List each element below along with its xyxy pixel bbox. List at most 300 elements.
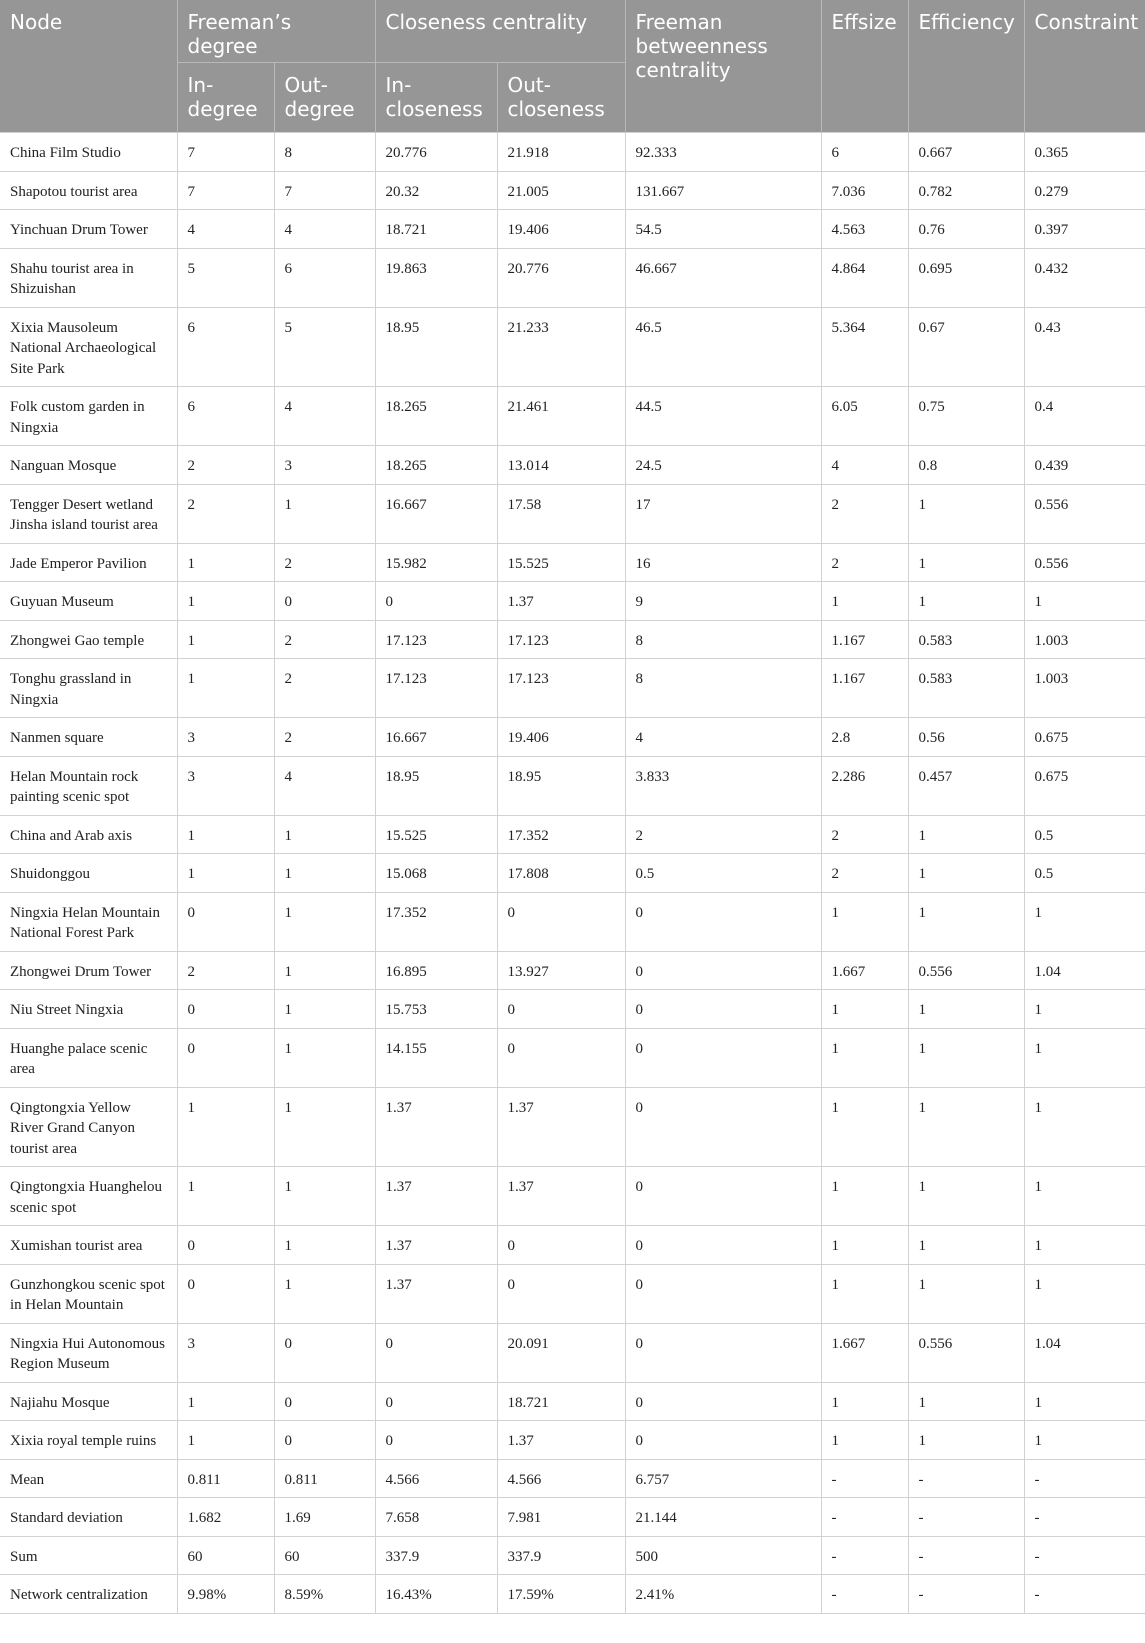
cell-effsize: 2 [821, 543, 908, 582]
cell-effsize: 7.036 [821, 171, 908, 210]
cell-effsize: 2.8 [821, 718, 908, 757]
cell-constraint: 0.675 [1024, 756, 1145, 815]
cell-constraint: 0.432 [1024, 248, 1145, 307]
cell-in-degree: 2 [177, 446, 274, 485]
cell-out-degree: 1 [274, 854, 375, 893]
cell-constraint: 1 [1024, 1382, 1145, 1421]
cell-out-degree: 2 [274, 543, 375, 582]
cell-betweenness: 0 [625, 1264, 821, 1323]
cell-in-degree: 60 [177, 1536, 274, 1575]
table-row [0, 1087, 1145, 1167]
cell-efficiency: 0.56 [908, 718, 1024, 757]
cell-out-closeness: 1.37 [497, 1167, 625, 1226]
cell-out-degree: 1.69 [274, 1498, 375, 1537]
cell-efficiency: 0.556 [908, 951, 1024, 990]
cell-constraint: 0.556 [1024, 484, 1145, 543]
table-row [0, 1421, 1145, 1460]
cell-betweenness: 0 [625, 1382, 821, 1421]
cell-in-closeness: 15.525 [375, 815, 497, 854]
cell-node: Tengger Desert wetland Jinsha island tourist area [0, 484, 177, 543]
cell-betweenness: 131.667 [625, 171, 821, 210]
table-row [0, 1264, 1145, 1323]
cell-node: Mean [0, 1459, 177, 1498]
cell-node: Xixia Mausoleum National Archaeological Site Park [0, 307, 177, 387]
cell-in-closeness: 20.776 [375, 133, 497, 172]
cell-in-degree: 0.811 [177, 1459, 274, 1498]
cell-constraint: 1 [1024, 1087, 1145, 1167]
cell-out-closeness: 0 [497, 1226, 625, 1265]
cell-out-closeness: 20.091 [497, 1323, 625, 1382]
table-row [0, 171, 1145, 210]
cell-in-closeness: 20.32 [375, 171, 497, 210]
cell-in-degree: 7 [177, 133, 274, 172]
cell-efficiency: 0.695 [908, 248, 1024, 307]
cell-efficiency: 0.457 [908, 756, 1024, 815]
cell-in-degree: 1 [177, 1167, 274, 1226]
cell-in-degree: 1 [177, 1382, 274, 1421]
cell-node: Zhongwei Drum Tower [0, 951, 177, 990]
cell-effsize: 1 [821, 582, 908, 621]
cell-in-closeness: 7.658 [375, 1498, 497, 1537]
cell-out-degree: 60 [274, 1536, 375, 1575]
cell-out-degree: 1 [274, 990, 375, 1029]
cell-out-closeness: 21.461 [497, 387, 625, 446]
cell-out-closeness: 17.59% [497, 1575, 625, 1614]
cell-out-degree: 8 [274, 133, 375, 172]
cell-betweenness: 44.5 [625, 387, 821, 446]
cell-betweenness: 46.5 [625, 307, 821, 387]
cell-out-closeness: 15.525 [497, 543, 625, 582]
cell-out-degree: 1 [274, 1226, 375, 1265]
table-row [0, 484, 1145, 543]
cell-constraint: 0.365 [1024, 133, 1145, 172]
table-row [0, 387, 1145, 446]
table-row [0, 582, 1145, 621]
cell-efficiency: 1 [908, 892, 1024, 951]
cell-effsize: 1.667 [821, 951, 908, 990]
cell-betweenness: 2.41% [625, 1575, 821, 1614]
cell-node: Guyuan Museum [0, 582, 177, 621]
cell-effsize: 1 [821, 1028, 908, 1087]
cell-in-closeness: 0 [375, 1382, 497, 1421]
cell-effsize: 1.167 [821, 659, 908, 718]
cell-in-closeness: 15.753 [375, 990, 497, 1029]
cell-constraint: 0.556 [1024, 543, 1145, 582]
cell-node: Standard deviation [0, 1498, 177, 1537]
cell-constraint: 1.003 [1024, 620, 1145, 659]
cell-in-closeness: 4.566 [375, 1459, 497, 1498]
header-efficiency: Efficiency [908, 0, 1024, 133]
cell-constraint: 0.43 [1024, 307, 1145, 387]
table-row [0, 248, 1145, 307]
cell-effsize: 1 [821, 1167, 908, 1226]
cell-node: Qingtongxia Yellow River Grand Canyon tourist area [0, 1087, 177, 1167]
cell-in-closeness: 1.37 [375, 1167, 497, 1226]
cell-constraint: 1.003 [1024, 659, 1145, 718]
cell-out-degree: 6 [274, 248, 375, 307]
cell-out-degree: 1 [274, 1028, 375, 1087]
cell-in-degree: 2 [177, 484, 274, 543]
cell-efficiency: 0.667 [908, 133, 1024, 172]
cell-betweenness: 0 [625, 990, 821, 1029]
cell-in-degree: 6 [177, 307, 274, 387]
cell-node: Shuidonggou [0, 854, 177, 893]
cell-betweenness: 9 [625, 582, 821, 621]
cell-node: China and Arab axis [0, 815, 177, 854]
cell-node: Niu Street Ningxia [0, 990, 177, 1029]
cell-betweenness: 92.333 [625, 133, 821, 172]
cell-effsize: - [821, 1498, 908, 1537]
cell-out-closeness: 19.406 [497, 210, 625, 249]
cell-in-degree: 5 [177, 248, 274, 307]
cell-betweenness: 0.5 [625, 854, 821, 893]
cell-efficiency: 1 [908, 854, 1024, 893]
header-freeman-degree: Freeman’s degree [177, 0, 375, 63]
table-row [0, 718, 1145, 757]
cell-in-closeness: 16.895 [375, 951, 497, 990]
cell-in-closeness: 0 [375, 582, 497, 621]
cell-effsize: 6 [821, 133, 908, 172]
cell-constraint: 0.279 [1024, 171, 1145, 210]
cell-out-closeness: 1.37 [497, 1087, 625, 1167]
table-row [0, 951, 1145, 990]
cell-in-degree: 1 [177, 1087, 274, 1167]
cell-constraint: 1 [1024, 1226, 1145, 1265]
cell-in-degree: 0 [177, 1264, 274, 1323]
table-row [0, 210, 1145, 249]
cell-efficiency: 1 [908, 1382, 1024, 1421]
cell-in-closeness: 18.265 [375, 387, 497, 446]
cell-node: Shapotou tourist area [0, 171, 177, 210]
cell-effsize: 2.286 [821, 756, 908, 815]
cell-in-degree: 2 [177, 951, 274, 990]
header-closeness-centrality: Closeness centrality [375, 0, 625, 63]
cell-betweenness: 0 [625, 951, 821, 990]
cell-efficiency: 1 [908, 815, 1024, 854]
table-row [0, 1459, 1145, 1498]
cell-in-closeness: 0 [375, 1323, 497, 1382]
cell-efficiency: 1 [908, 543, 1024, 582]
cell-effsize: 4 [821, 446, 908, 485]
cell-in-degree: 1.682 [177, 1498, 274, 1537]
cell-out-degree: 8.59% [274, 1575, 375, 1614]
cell-betweenness: 16 [625, 543, 821, 582]
cell-effsize: 2 [821, 484, 908, 543]
cell-efficiency: 1 [908, 582, 1024, 621]
cell-efficiency: 0.583 [908, 659, 1024, 718]
cell-in-degree: 4 [177, 210, 274, 249]
cell-out-closeness: 13.014 [497, 446, 625, 485]
cell-constraint: 0.4 [1024, 387, 1145, 446]
cell-in-degree: 3 [177, 1323, 274, 1382]
cell-efficiency: 0.67 [908, 307, 1024, 387]
cell-out-degree: 7 [274, 171, 375, 210]
cell-node: Ningxia Hui Autonomous Region Museum [0, 1323, 177, 1382]
cell-in-closeness: 17.123 [375, 620, 497, 659]
table-row [0, 1226, 1145, 1265]
cell-effsize: 1 [821, 990, 908, 1029]
cell-out-closeness: 18.721 [497, 1382, 625, 1421]
cell-out-degree: 0 [274, 582, 375, 621]
cell-in-closeness: 15.068 [375, 854, 497, 893]
cell-node: Huanghe palace scenic area [0, 1028, 177, 1087]
cell-effsize: 1 [821, 1264, 908, 1323]
cell-in-closeness: 17.352 [375, 892, 497, 951]
cell-betweenness: 46.667 [625, 248, 821, 307]
cell-out-closeness: 17.808 [497, 854, 625, 893]
cell-constraint: 1.04 [1024, 951, 1145, 990]
cell-in-degree: 1 [177, 543, 274, 582]
cell-out-degree: 4 [274, 756, 375, 815]
cell-out-closeness: 21.233 [497, 307, 625, 387]
cell-effsize: - [821, 1536, 908, 1575]
table-row [0, 133, 1145, 172]
cell-betweenness: 0 [625, 1087, 821, 1167]
cell-efficiency: 1 [908, 1264, 1024, 1323]
header-constraint: Constraint [1024, 0, 1145, 133]
cell-in-degree: 7 [177, 171, 274, 210]
cell-in-closeness: 16.43% [375, 1575, 497, 1614]
cell-out-closeness: 1.37 [497, 1421, 625, 1460]
cell-node: Qingtongxia Huanghelou scenic spot [0, 1167, 177, 1226]
cell-in-closeness: 15.982 [375, 543, 497, 582]
cell-out-closeness: 337.9 [497, 1536, 625, 1575]
cell-efficiency: 0.8 [908, 446, 1024, 485]
cell-effsize: - [821, 1459, 908, 1498]
cell-constraint: - [1024, 1575, 1145, 1614]
cell-out-closeness: 21.005 [497, 171, 625, 210]
cell-out-degree: 1 [274, 1167, 375, 1226]
cell-betweenness: 0 [625, 1421, 821, 1460]
table-row [0, 1323, 1145, 1382]
cell-in-degree: 1 [177, 854, 274, 893]
table-row [0, 892, 1145, 951]
cell-out-degree: 1 [274, 951, 375, 990]
cell-out-closeness: 17.352 [497, 815, 625, 854]
header-row-top [0, 0, 1145, 63]
table-row [0, 1028, 1145, 1087]
cell-constraint: 1 [1024, 1421, 1145, 1460]
cell-out-degree: 1 [274, 1087, 375, 1167]
cell-in-degree: 1 [177, 815, 274, 854]
table-row [0, 659, 1145, 718]
cell-betweenness: 0 [625, 1323, 821, 1382]
cell-efficiency: 1 [908, 1226, 1024, 1265]
header-freeman-betweenness: Freeman betweenness centrality [625, 0, 821, 133]
cell-in-closeness: 17.123 [375, 659, 497, 718]
cell-constraint: 1 [1024, 1167, 1145, 1226]
cell-node: Xixia royal temple ruins [0, 1421, 177, 1460]
header-in-degree: In-degree [177, 63, 274, 133]
cell-in-degree: 3 [177, 756, 274, 815]
cell-constraint: - [1024, 1536, 1145, 1575]
cell-efficiency: 0.782 [908, 171, 1024, 210]
cell-betweenness: 0 [625, 892, 821, 951]
cell-constraint: 0.675 [1024, 718, 1145, 757]
cell-node: Nanguan Mosque [0, 446, 177, 485]
cell-constraint: 0.5 [1024, 854, 1145, 893]
cell-out-closeness: 13.927 [497, 951, 625, 990]
table-row [0, 854, 1145, 893]
cell-effsize: 2 [821, 854, 908, 893]
cell-in-degree: 1 [177, 659, 274, 718]
cell-in-degree: 1 [177, 620, 274, 659]
cell-in-closeness: 0 [375, 1421, 497, 1460]
cell-efficiency: 0.583 [908, 620, 1024, 659]
cell-efficiency: - [908, 1459, 1024, 1498]
cell-effsize: 1 [821, 1382, 908, 1421]
cell-out-closeness: 21.918 [497, 133, 625, 172]
cell-in-closeness: 18.95 [375, 756, 497, 815]
table-body [0, 133, 1145, 1614]
cell-efficiency: 1 [908, 484, 1024, 543]
cell-constraint: 1 [1024, 892, 1145, 951]
table-header [0, 0, 1145, 133]
cell-node: Shahu tourist area in Shizuishan [0, 248, 177, 307]
cell-betweenness: 54.5 [625, 210, 821, 249]
cell-constraint: 1 [1024, 1028, 1145, 1087]
cell-efficiency: - [908, 1498, 1024, 1537]
cell-in-closeness: 14.155 [375, 1028, 497, 1087]
cell-out-closeness: 0 [497, 1264, 625, 1323]
cell-out-degree: 4 [274, 387, 375, 446]
cell-out-degree: 3 [274, 446, 375, 485]
cell-out-degree: 1 [274, 815, 375, 854]
cell-node: Xumishan tourist area [0, 1226, 177, 1265]
cell-in-closeness: 16.667 [375, 718, 497, 757]
cell-in-degree: 0 [177, 1226, 274, 1265]
cell-in-degree: 1 [177, 582, 274, 621]
table-row [0, 990, 1145, 1029]
cell-constraint: - [1024, 1459, 1145, 1498]
cell-in-degree: 3 [177, 718, 274, 757]
cell-out-closeness: 19.406 [497, 718, 625, 757]
cell-effsize: - [821, 1575, 908, 1614]
cell-betweenness: 6.757 [625, 1459, 821, 1498]
table-row [0, 620, 1145, 659]
cell-constraint: 1 [1024, 1264, 1145, 1323]
cell-effsize: 1.167 [821, 620, 908, 659]
cell-constraint: 1.04 [1024, 1323, 1145, 1382]
cell-betweenness: 0 [625, 1028, 821, 1087]
cell-out-closeness: 18.95 [497, 756, 625, 815]
cell-efficiency: 1 [908, 990, 1024, 1029]
header-node: Node [0, 0, 177, 133]
cell-effsize: 4.864 [821, 248, 908, 307]
cell-efficiency: 1 [908, 1421, 1024, 1460]
cell-out-degree: 2 [274, 620, 375, 659]
cell-out-degree: 5 [274, 307, 375, 387]
header-out-degree: Out-degree [274, 63, 375, 133]
cell-out-degree: 2 [274, 659, 375, 718]
cell-out-degree: 0 [274, 1323, 375, 1382]
table-row [0, 756, 1145, 815]
cell-out-degree: 0.811 [274, 1459, 375, 1498]
header-effsize: Effsize [821, 0, 908, 133]
cell-effsize: 1 [821, 1087, 908, 1167]
cell-node: Tonghu grassland in Ningxia [0, 659, 177, 718]
cell-betweenness: 8 [625, 620, 821, 659]
cell-efficiency: 1 [908, 1028, 1024, 1087]
cell-out-degree: 1 [274, 1264, 375, 1323]
cell-betweenness: 500 [625, 1536, 821, 1575]
cell-effsize: 6.05 [821, 387, 908, 446]
cell-betweenness: 8 [625, 659, 821, 718]
table-row [0, 1167, 1145, 1226]
header-in-closeness: In-closeness [375, 63, 497, 133]
cell-effsize: 4.563 [821, 210, 908, 249]
cell-in-degree: 1 [177, 1421, 274, 1460]
table-row [0, 815, 1145, 854]
cell-node: Najiahu Mosque [0, 1382, 177, 1421]
table-row [0, 307, 1145, 387]
cell-out-closeness: 17.123 [497, 620, 625, 659]
cell-node: Nanmen square [0, 718, 177, 757]
cell-node: Helan Mountain rock painting scenic spot [0, 756, 177, 815]
cell-node: China Film Studio [0, 133, 177, 172]
cell-efficiency: 0.75 [908, 387, 1024, 446]
cell-out-closeness: 0 [497, 1028, 625, 1087]
cell-node: Zhongwei Gao temple [0, 620, 177, 659]
cell-effsize: 1 [821, 1421, 908, 1460]
cell-effsize: 1 [821, 1226, 908, 1265]
cell-effsize: 1.667 [821, 1323, 908, 1382]
table-row [0, 1536, 1145, 1575]
cell-node: Folk custom garden in Ningxia [0, 387, 177, 446]
table-row [0, 1382, 1145, 1421]
header-out-closeness: Out-closeness [497, 63, 625, 133]
cell-in-closeness: 1.37 [375, 1087, 497, 1167]
cell-out-closeness: 7.981 [497, 1498, 625, 1537]
cell-in-degree: 9.98% [177, 1575, 274, 1614]
cell-constraint: 0.397 [1024, 210, 1145, 249]
cell-in-closeness: 18.265 [375, 446, 497, 485]
cell-in-degree: 6 [177, 387, 274, 446]
cell-out-degree: 0 [274, 1421, 375, 1460]
cell-node: Sum [0, 1536, 177, 1575]
cell-constraint: 1 [1024, 582, 1145, 621]
cell-efficiency: - [908, 1575, 1024, 1614]
cell-effsize: 1 [821, 892, 908, 951]
cell-constraint: 1 [1024, 990, 1145, 1029]
cell-betweenness: 21.144 [625, 1498, 821, 1537]
table-row [0, 446, 1145, 485]
cell-node: Jade Emperor Pavilion [0, 543, 177, 582]
cell-in-closeness: 18.95 [375, 307, 497, 387]
table-row [0, 1575, 1145, 1614]
cell-out-degree: 0 [274, 1382, 375, 1421]
cell-betweenness: 0 [625, 1167, 821, 1226]
cell-efficiency: 0.76 [908, 210, 1024, 249]
cell-node: Gunzhongkou scenic spot in Helan Mountain [0, 1264, 177, 1323]
cell-in-closeness: 1.37 [375, 1226, 497, 1265]
cell-out-closeness: 17.123 [497, 659, 625, 718]
table-row [0, 1498, 1145, 1537]
cell-betweenness: 2 [625, 815, 821, 854]
cell-constraint: 0.5 [1024, 815, 1145, 854]
cell-efficiency: - [908, 1536, 1024, 1575]
cell-betweenness: 17 [625, 484, 821, 543]
cell-in-degree: 0 [177, 1028, 274, 1087]
cell-node: Network centralization [0, 1575, 177, 1614]
cell-in-closeness: 337.9 [375, 1536, 497, 1575]
cell-betweenness: 24.5 [625, 446, 821, 485]
cell-out-closeness: 0 [497, 892, 625, 951]
cell-out-closeness: 0 [497, 990, 625, 1029]
cell-effsize: 5.364 [821, 307, 908, 387]
cell-constraint: 0.439 [1024, 446, 1145, 485]
cell-out-degree: 4 [274, 210, 375, 249]
